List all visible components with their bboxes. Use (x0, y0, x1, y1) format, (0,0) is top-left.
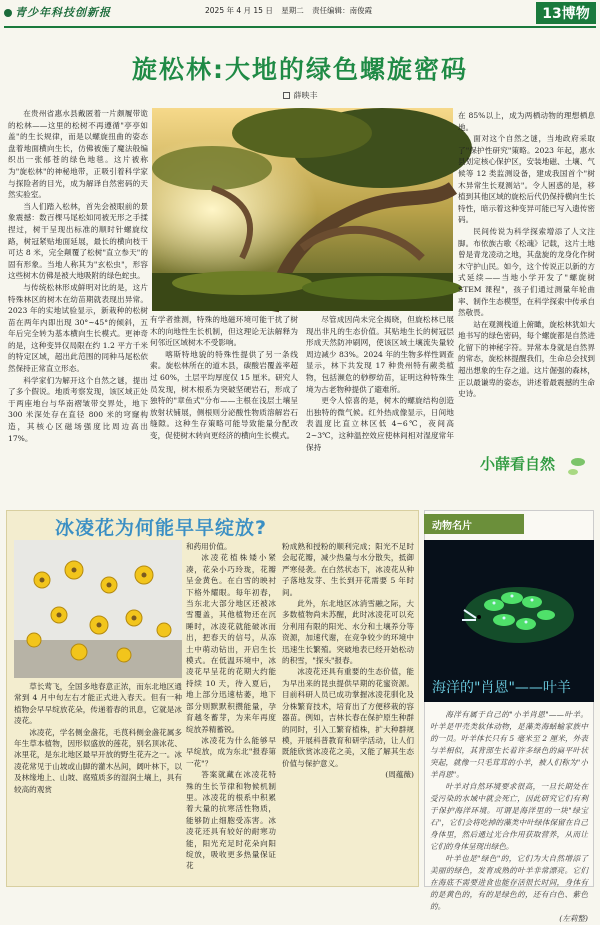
paragraph: 尽管成因尚未完全揭晓，但旋松林已展现出非凡的生态价值。其贴地生长的树冠层形成天然防冲刷网，使该区域土壤流失量较周边减少 83%。2024 年的生物多样性调查显示，林下共发现 17 种贵州特有蕨类植物，包括濒危的桫椤幼苗，证明这种特殊生境为古老物种提供了避难所。 (306, 315, 454, 394)
paragraph: 与传统松林形成鲜明对比的是，这片特殊林区的树木在幼苗期就表现出异常。2023 年的实地试验显示，新栽种的松树苗在两年内即出现 30°~45°的倾斜，五年后完全转为基本横向生长模式。更神奇的是，这种变异仅局限在约 1.2 平方千米的特定区域，超出此范围的同种马尾松依然保持正常直立形态。 (8, 282, 148, 374)
ice-flower-column-b (186, 541, 276, 881)
article-column-b2 (306, 314, 454, 508)
article-title: 旋松林:大地的绿色螺旋密码 (132, 55, 468, 84)
paragraph: 在贵州省惠水县戴匿着一片颇履带诡的松林——这里的松树不再遵循"亭亭如盖"的生长规律，而是以螺旋扭曲的姿态盘着地面横向生长，仿佛被施了魔法般编织出一张郁苍的绿色地毯。这片被称为"旋松林"的神秘地带，正吸引着科学家与探险者的目光，成为解译自然密码的天然实验室。 (8, 109, 148, 200)
editor: 责任编辑：南俊霞 (312, 6, 373, 15)
page-tag: 13博物 (536, 2, 596, 24)
paragraph: 答案就藏在冰凌花特殊的生长节律和物候机制里。冰凌花的根系中积累着大量的抗寒活性物质，能够防止细胞受冻害。冰凌花还具有较好的耐寒功能，阳光充足时花朵向阳绽放，吸收更多热量保证花 (186, 770, 276, 871)
masthead-text: 青少年科技创新报 (15, 6, 111, 19)
paragraph: 民间传说为科学探索增添了人文注脚。布依族古歌《松魂》记载，这片土地曾是青龙凌动之地，其盘旋的龙身化作树木守护山民。如今，这个传说正以新的方式延续——当地小学开发了"螺旋树 STEM 课程"，孩子们通过测量年轮曲率、制作生态模型，在科学探索中传承自然敬畏。 (458, 226, 595, 318)
paragraph: 冰凌花植株矮小紧凑，花朵小巧玲珑，花瓣呈金黄色。在白雪的映衬下格外耀眼。每年初春，当东北大部分地区还被冰雪覆盖，其他植物还在沉睡时，冰凌花就能破冰而出，把春天的信号，从冻土中萌动钻出，开启生长模式。在低温环境中，冰凌花早呈花的花期大约能持续 10 天，待入夏后，地上部分迅速枯萎，地下部分则默默积攒能量，孕育越冬蓄芽，为来年再度绽放养精蓄锐。 (186, 553, 276, 734)
paragraph: 在 85%以上，成为两栖动物的理想栖息地。 (458, 111, 595, 132)
ice-flower-photo (14, 540, 182, 678)
logo-icon (4, 9, 12, 17)
paragraph: 叶羊对自然环境要求很高，一旦长期处在受污染的水域中就会死亡，因此研究它们有利于保护海洋环境。可谓是海洋里的一块"绿宝石"，它们会将吃掉的藻类中叶绿体保留在自己身体里，然后通过光合作用获取营养，从而让它们的身体呈现出绿色。 (430, 782, 588, 851)
article-column-b1 (150, 314, 298, 508)
paragraph: 喀斯特地貌的特殊性提供了另一条线索。旋松林所在的道木县，碳酸岩覆盖率超过 60%，土层平均厚度仅 15 厘米。研究人员发现，树木根系为突破坚硬岩石，形成了独特的"章鱼式"分布——主根在浅层土壤呈放射状铺展，侧根则分泌酸性物质溶解岩石缝隙。这种生存策略可能导致能量分配改变，促使树木转向更经济的横向生长模式。 (150, 349, 298, 440)
ice-flower-column-a (14, 681, 182, 881)
ice-flower-title: 冰凌花为何能早早绽放? (55, 517, 268, 539)
article-column-a (8, 108, 148, 509)
animal-card-label: 动物名片 (424, 514, 524, 534)
paragraph: 海洋有属于自己的"小羊肖恩"——叶羊。叶羊是甲壳类软体动物，是藻类海蛞蝓家族中的一员。叶羊体长只有 5 毫米至 2 厘米，外表与羊相似，其背部生长着许多绿色的扁平叶状突起，就像一只毛茸茸的小羊，被人们称为"小羊肖恩"。 (430, 710, 588, 779)
article-column-c (458, 110, 595, 481)
ice-flower-credit: (周蕴薇) (385, 770, 414, 780)
paragraph: 冰凌花为什么能够早早绽放，成为东北"报春第一花"？ (186, 735, 276, 768)
paragraph: 粉成熟和授粉的顺利完成；阳光不足时会起花瓣，减少热量与水分散失，抵御严寒侵袭。在白然状态下，冰凌花从种子落地发芽、生长到开花需要 5 年时间。 (282, 542, 414, 597)
column-stamp: 小薛看自然 (480, 455, 556, 473)
date: 2025 年 4 月 15 日 (205, 6, 273, 15)
byline (0, 90, 600, 101)
weekday: 星期二 (281, 6, 304, 15)
paragraph: 冰凌花还具有重要的生态价值，能为早出来的昆虫提供早期的花蜜资源。目前科研人员已成功掌握冰凌花驯化及分株繁育技术，培育出了方便移栽的容器苗。例如，吉林长春在保护原生种群的同时，引入工繁育植株，扩大种群规模，开展科普教育和研学活动，让人们既能欣赏冰凌花之美，又能了解其生态价值与保护意义。 (282, 667, 414, 768)
ice-flower-illustration (14, 540, 182, 678)
paragraph: 此外，东北地区冰消雪融之际，大多数植物尚未苏醒，此时冰凌花可以充分利用有限的阳光、水分和土壤养分等资源，加速代谢，在竞争较少的环境中迅速生长繁殖。突破地表已经开始松动的积雪，"探头"报春。 (282, 599, 414, 666)
paragraph: 和药用价值。 (186, 542, 232, 551)
paragraph: 面对这个自然之谜，当地政府采取了"保护性研究"策略。2023 年起，惠水县划定核心保护区，安装地磁、土壤、气候等 12 类监测设备，建成我国首个"树木异常生长观测站"。令人困惑的是，移植到其他区域的旋松后代仍保持横向生长特性，暗示着这种变异可能已写入遗传密码。 (458, 134, 595, 225)
dateline (205, 5, 378, 16)
header-divider (4, 26, 596, 28)
author: 薛映丰 (293, 91, 318, 100)
paragraph: 更令人惊喜的是，树木的螺旋结构创造出独特的微气候。红外热成像显示，日间地表温度比直立林区低 4~6℃，夜间高 2~3℃，这种温控效应使林间相对湿度常年保持 (306, 396, 454, 452)
paragraph: 草长莺飞，全国多地春意正浓，而东北地区通常到 4 月中旬左右才能正式进入春天。但有一种植物会早早绽放花朵，传递着春的讯息，它就是冰凌花。 (14, 682, 182, 726)
pine-forest-photo (152, 108, 453, 311)
animal-card-text (430, 709, 588, 923)
paragraph: 叶羊也是"绿色"的，它们为大自然增添了美丽的绿色，发育成熟的叶羊非常漂亮。它们在海底不需要进食也能存活很长时间，身体有的是黄色的，有的是绿色的，还有白色、紫色的。 (430, 854, 588, 911)
pine-forest-illustration (152, 108, 453, 311)
paragraph: 站在观测栈道上俯瞰，旋松林犹如大地书写的绿色密码，每个螺旋都是自然进化留下的神秘字符。异常本身就是自然界的常态，旋松林提醒我们，生命总会找到超出想象的生存之道。这片倔强的森林，正以最谦卑的姿态，讲述着最震撼的生命史诗。 (458, 319, 595, 399)
ice-flower-column-c (282, 541, 414, 881)
leaf-sheep-caption: 海洋的"肖恩"——叶羊 (432, 680, 571, 696)
paragraph: 当人们踏入松林，首先会被眼前的景象震撼：数百棵马尾松如同被无形之手揉捏过，树干呈现出标准的顺时针螺旋纹路，树冠紧贴地面延展，最长的横向枝干可达 8 米，完全颠覆了松树"直立参天"的固有形象。当地人称其为"玄松虫"，形容这些树木仿佛是被大地吸附的绿色蛇虫。 (8, 201, 148, 281)
paragraph: 科学家们为解开这个自然之谜，提出了多个假说。地质考察发现，该区域正处于两座地台与华南褶皱带交界处，地下 300 米深处存在直径 800 米的穹窿构造，其核心区磁场强度比周边高出 17%。 (8, 375, 148, 443)
paragraph: 冰凌花，学名侧金盏花，毛茛科侧金盏花属多年生草本植物，因形似盛放的莲花，别名顶冰花、冰里花，是东北地区最早开放的野生花卉之一。冰凌花常见于山坡或山脚的灌木丛间，阔叶林下，以及林缘地上、山坡、腐殖质多的湿润土壤上，具有较高的观赏 (14, 727, 182, 794)
paragraph: 有学者推测，特殊的地磁环境可能干扰了树木的向地性生长机制，但这理论无法解释为何邻近区域树木不受影响。 (150, 315, 298, 348)
animal-card-credit: (左莉整) (559, 914, 588, 923)
masthead (4, 4, 111, 20)
byline-box-icon (283, 92, 290, 99)
